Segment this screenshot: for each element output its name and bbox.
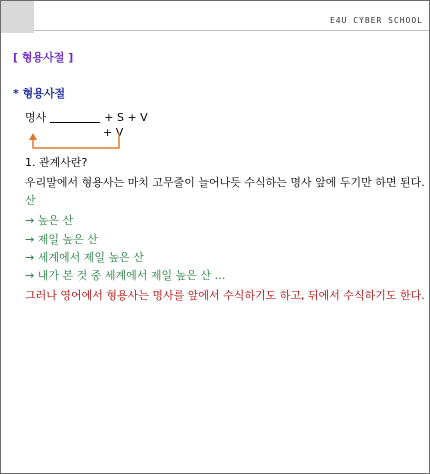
question-heading: 1. 관계사란? <box>25 156 88 169</box>
formula-noun: 명사 <box>25 111 47 124</box>
example-item: → 세계에서 제일 높은 산 <box>25 251 144 264</box>
example-item: → 높은 산 <box>25 214 74 227</box>
header-divider <box>34 30 429 31</box>
explanation-text: 우리말에서 형용사는 마치 고무줄이 늘어나듯 수식하는 명사 앞에 두기만 하면 된다. <box>25 176 425 189</box>
brand-label: E4U CYBER SCHOOL <box>329 16 423 25</box>
header-bar <box>1 1 429 31</box>
example-item: → 내가 본 것 중 세계에서 제일 높은 산 … <box>25 269 226 282</box>
example-item: 산 <box>25 194 36 207</box>
sub-title: * 형용사절 <box>13 87 66 100</box>
formula-arrow-icon <box>27 133 127 153</box>
header-corner-block <box>1 1 34 33</box>
conclusion-text: 그러나 영어에서 형용사는 명사를 앞에서 수식하기도 하고, 뒤에서 수식하기도 한다. <box>25 289 425 302</box>
formula-clause: + S + V <box>104 111 148 124</box>
example-item: → 제일 높은 산 <box>25 233 98 246</box>
section-title: [ 형용사절 ] <box>13 51 74 64</box>
formula-blank <box>50 111 100 123</box>
formula-line-1 <box>25 109 148 125</box>
formula-line-2: + V <box>103 126 124 139</box>
